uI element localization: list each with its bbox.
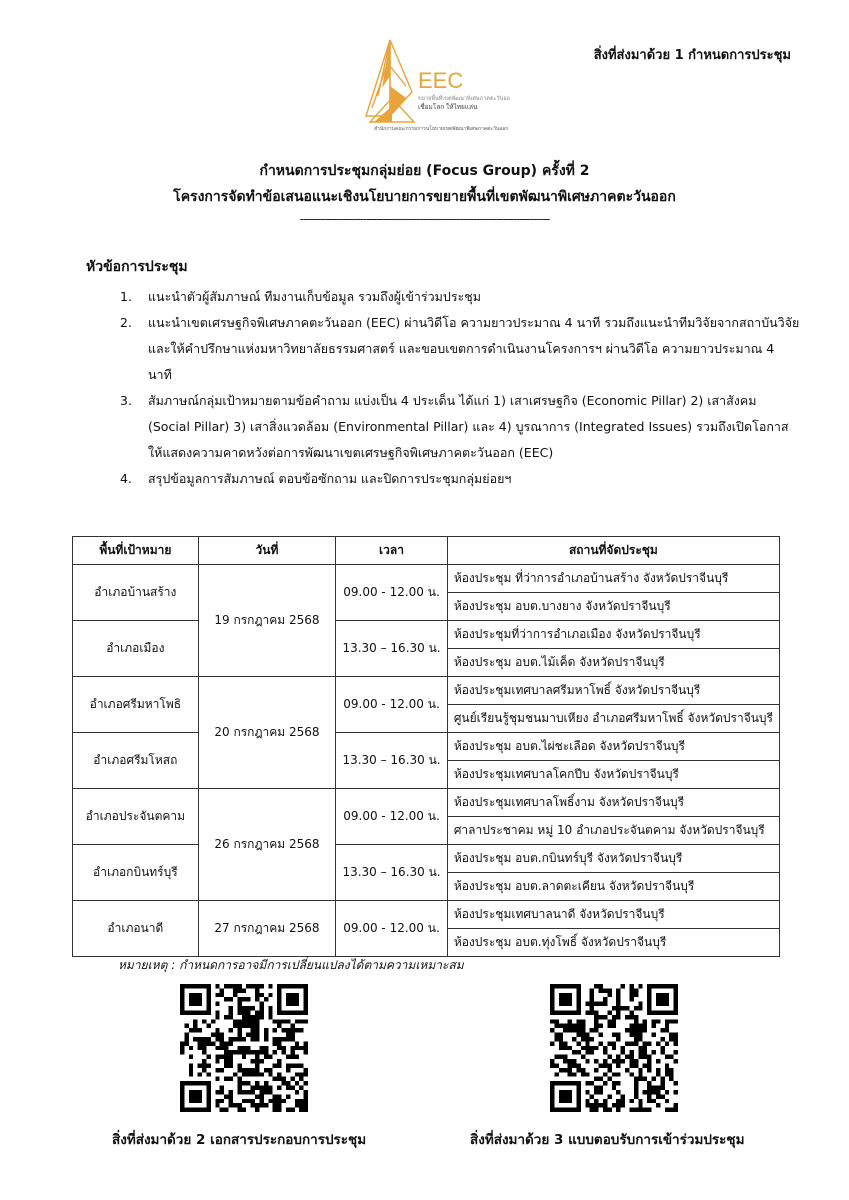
venue-cell: ศาลาประชาคม หมู่ 10 อำเภอประจันตคาม จังหวัดปราจีนบุรี [447, 817, 779, 845]
time-cell: 09.00 - 12.00 น. [336, 677, 448, 733]
eec-logo-icon [360, 36, 510, 132]
venue-cell: ห้องประชุมที่ว่าการอำเภอเมือง จังหวัดปราจีนบุรี [447, 621, 779, 649]
date-cell: 19 กรกฎาคม 2568 [198, 565, 336, 677]
table-row [73, 845, 780, 873]
venue-cell: ห้องประชุม อบต.ไผ่ชะเลือด จังหวัดปราจีนบุรี [447, 733, 779, 761]
time-cell: 09.00 - 12.00 น. [336, 901, 448, 957]
table-row [73, 677, 780, 705]
venue-cell: ห้องประชุมเทศบาลโพธิ์งาม จังหวัดปราจีนบุรี [447, 789, 779, 817]
venue-cell: ห้องประชุม อบต.ลาดตะเคียน จังหวัดปราจีนบุรี [447, 873, 779, 901]
qr-code-icon [550, 984, 678, 1112]
agenda-item [120, 388, 800, 466]
title-line-1: กำหนดการประชุมกลุ่มย่อย (Focus Group) ครั้งที่ 2 [259, 163, 590, 179]
area-cell: อำเภอเมือง [73, 621, 199, 677]
venue-cell: ศูนย์เรียนรู้ชุมชนมาบเหียง อำเภอศรีมหาโพธิ์ จังหวัดปราจีนบุรี [447, 705, 779, 733]
agenda-item-number: 1. [120, 289, 132, 304]
qr-code-attachment-3[interactable] [550, 984, 678, 1112]
time-cell: 09.00 - 12.00 น. [336, 789, 448, 845]
header-time: เวลา [336, 537, 448, 565]
agenda-item [120, 466, 800, 492]
date-cell: 20 กรกฎาคม 2568 [198, 677, 336, 789]
time-cell: 13.30 – 16.30 น. [336, 621, 448, 677]
agenda-item-number: 3. [120, 393, 132, 408]
venue-cell: ห้องประชุม ที่ว่าการอำเภอบ้านสร้าง จังหวัดปราจีนบุรี [447, 565, 779, 593]
agenda-item-text: แนะนำตัวผู้สัมภาษณ์ ทีมงานเก็บข้อมูล รวมถึงผู้เข้าร่วมประชุม [148, 289, 481, 304]
venue-cell: ห้องประชุม อบต.บางยาง จังหวัดปราจีนบุรี [447, 593, 779, 621]
eec-logo [360, 36, 510, 132]
svg-text:สำนักงานคณะกรรมการนโยบายเขตพัฒ: สำนักงานคณะกรรมการนโยบายเขตพัฒนาพิเศษภาคตะวันออก [374, 126, 509, 132]
table-row [73, 901, 780, 929]
area-cell: อำเภอศรีมโหสถ [73, 733, 199, 789]
qr-code-icon [180, 984, 308, 1112]
agenda-item-text: แนะนำเขตเศรษฐกิจพิเศษภาคตะวันออก (EEC) ผ่านวิดีโอ ความยาวประมาณ 4 นาที รวมถึงแนะนำทีมวิจัยจากสถาบันวิจัยและให้คำปรึกษาแห่งมหาวิทยาลัยธรรมศาสตร์ และขอบเขตการดำเนินงานโครงการฯ ผ่านวิดีโอ ความยาวประมาณ 4 นาที [148, 315, 800, 382]
agenda-item [120, 284, 800, 310]
table-row [73, 789, 780, 817]
venue-cell: ห้องประชุมเทศบาลศรีมหาโพธิ์ จังหวัดปราจีนบุรี [447, 677, 779, 705]
qr-code-attachment-2[interactable] [180, 984, 308, 1112]
agenda-heading: หัวข้อการประชุม [86, 259, 188, 275]
svg-text:เชื่อมโลก ให้ไทยแล่น: เชื่อมโลก ให้ไทยแล่น [418, 104, 478, 111]
attachment-1-label: สิ่งที่ส่งมาด้วย 1 กำหนดการประชุม [593, 48, 791, 63]
agenda-item-text: สรุปข้อมูลการสัมภาษณ์ ตอบข้อซักถาม และปิดการประชุมกลุ่มย่อยฯ [148, 471, 512, 486]
remark-note: หมายเหตุ : กำหนดการอาจมีการเปลี่ยนแปลงได้ตามความเหมาะสม [118, 958, 464, 972]
date-cell: 27 กรกฎาคม 2568 [198, 901, 336, 957]
venue-cell: ห้องประชุมเทศบาลนาดี จังหวัดปราจีนบุรี [447, 901, 779, 929]
title-divider: --------------------------------------------------------------------------- [299, 212, 550, 226]
area-cell: อำเภอศรีมหาโพธิ [73, 677, 199, 733]
schedule-table [72, 536, 780, 957]
attachment-2-caption: สิ่งที่ส่งมาด้วย 2 เอกสารประกอบการประชุม [112, 1132, 367, 1148]
area-cell: อำเภอบ้านสร้าง [73, 565, 199, 621]
header-venue: สถานที่จัดประชุม [447, 537, 779, 565]
agenda-list [120, 284, 800, 492]
venue-cell: ห้องประชุม อบต.ไม้เค็ด จังหวัดปราจีนบุรี [447, 649, 779, 677]
venue-cell: ห้องประชุม อบต.กบินทร์บุรี จังหวัดปราจีนบุรี [447, 845, 779, 873]
header-date: วันที่ [198, 537, 336, 565]
time-cell: 13.30 – 16.30 น. [336, 733, 448, 789]
document-title [0, 158, 849, 210]
table-row [73, 733, 780, 761]
table-row [73, 565, 780, 593]
attachment-3-caption: สิ่งที่ส่งมาด้วย 3 แบบตอบรับการเข้าร่วมประชุม [470, 1132, 745, 1148]
agenda-item-text: สัมภาษณ์กลุ่มเป้าหมายตามข้อคำถาม แบ่งเป็น 4 ประเด็น ได้แก่ 1) เสาเศรษฐกิจ (Economic Pillar) 2) เสาสังคม (Social Pillar) 3) เสาสิ่งแวดล้อม (Environmental Pillar) และ 4) บูรณาการ (Integrated Issues) รวมถึงเปิดโอกาสให้แสดงความคาดหวังต่อการพัฒนาเขตเศรษฐกิจพิเศษภาคตะวันออก (EEC) [148, 393, 789, 460]
schedule-header-row [73, 537, 780, 565]
agenda-item-number: 4. [120, 471, 132, 486]
area-cell: อำเภอประจันตคาม [73, 789, 199, 845]
agenda-item-number: 2. [120, 315, 132, 330]
area-cell: อำเภอกบินทร์บุรี [73, 845, 199, 901]
header-area: พื้นที่เป้าหมาย [73, 537, 199, 565]
agenda-item [120, 310, 800, 388]
title-line-2: โครงการจัดทำข้อเสนอแนะเชิงนโยบายการขยายพื้นที่เขตพัฒนาพิเศษภาคตะวันออก [173, 189, 676, 205]
time-cell: 13.30 – 16.30 น. [336, 845, 448, 901]
time-cell: 09.00 - 12.00 น. [336, 565, 448, 621]
svg-text:EEC: EEC [418, 68, 464, 93]
svg-text:ขยายพื้นที่เขตพัฒนาพิเศษภาคตะว: ขยายพื้นที่เขตพัฒนาพิเศษภาคตะวันออก [418, 96, 510, 102]
table-row [73, 621, 780, 649]
date-cell: 26 กรกฎาคม 2568 [198, 789, 336, 901]
venue-cell: ห้องประชุมเทศบาลโคกปีบ จังหวัดปราจีนบุรี [447, 761, 779, 789]
venue-cell: ห้องประชุม อบต.ทุ่งโพธิ์ จังหวัดปราจีนบุรี [447, 929, 779, 957]
area-cell: อำเภอนาดี [73, 901, 199, 957]
